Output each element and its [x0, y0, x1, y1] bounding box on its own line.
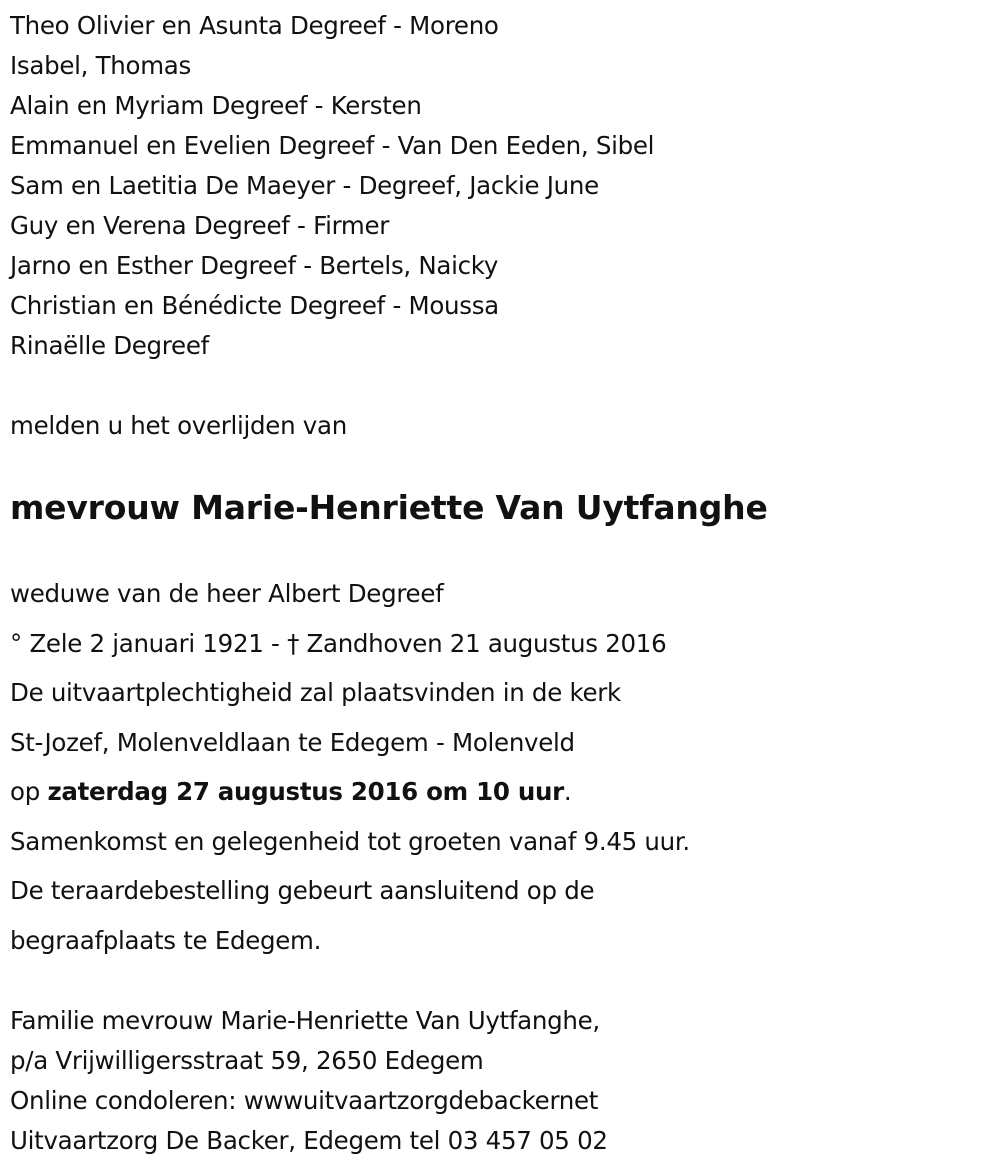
- family-line: Emmanuel en Evelien Degreef - Van Den Eeden, Sibel: [10, 131, 655, 160]
- date-prefix: op: [10, 777, 48, 806]
- announcement: melden u het overlijden van: [10, 411, 347, 440]
- family-line: Rinaëlle Degreef: [10, 331, 209, 360]
- deceased-name: mevrouw Marie-Henriette Van Uytfanghe: [10, 488, 768, 527]
- family-line: Theo Olivier en Asunta Degreef - Moreno: [10, 11, 499, 40]
- family-line: Christian en Bénédicte Degreef - Moussa: [10, 291, 499, 320]
- contact-line: Online condoleren: wwwuitvaartzorgdebackernet: [10, 1086, 599, 1115]
- date-bold: zaterdag 27 augustus 2016 om 10 uur: [47, 777, 564, 806]
- family-list: [10, 6, 654, 366]
- contact-line: Familie mevrouw Marie-Henriette Van Uytfanghe,: [10, 1006, 600, 1035]
- burial-line: De teraardebestelling gebeurt aansluitend op de: [10, 876, 595, 905]
- burial-line: begraafplaats te Edegem.: [10, 925, 322, 955]
- date-line: [10, 767, 690, 817]
- gathering-line: Samenkomst en gelegenheid tot groeten vanaf 9.45 uur.: [10, 826, 690, 856]
- family-line: Isabel, Thomas: [10, 51, 191, 80]
- date-suffix: .: [563, 777, 572, 806]
- details: [10, 569, 690, 965]
- family-line: Jarno en Esther Degreef - Bertels, Naicky: [10, 251, 499, 280]
- ceremony-line: St-Jozef, Molenveldlaan te Edegem - Molenveld: [10, 727, 575, 757]
- family-line: Guy en Verena Degreef - Firmer: [10, 211, 390, 240]
- family-line: Alain en Myriam Degreef - Kersten: [10, 91, 422, 120]
- contact-line: p/a Vrijwilligersstraat 59, 2650 Edegem: [10, 1046, 484, 1075]
- ceremony-line: De uitvaartplechtigheid zal plaatsvinden in de kerk: [10, 678, 621, 707]
- widow-line: weduwe van de heer Albert Degreef: [10, 579, 444, 608]
- contact-line: Uitvaartzorg De Backer, Edegem tel 03 457 05 02: [10, 1126, 608, 1155]
- family-line: Sam en Laetitia De Maeyer - Degreef, Jackie June: [10, 171, 599, 200]
- contact: [10, 1001, 608, 1161]
- birth-death-line: ° Zele 2 januari 1921 - † Zandhoven 21 augustus 2016: [10, 628, 667, 658]
